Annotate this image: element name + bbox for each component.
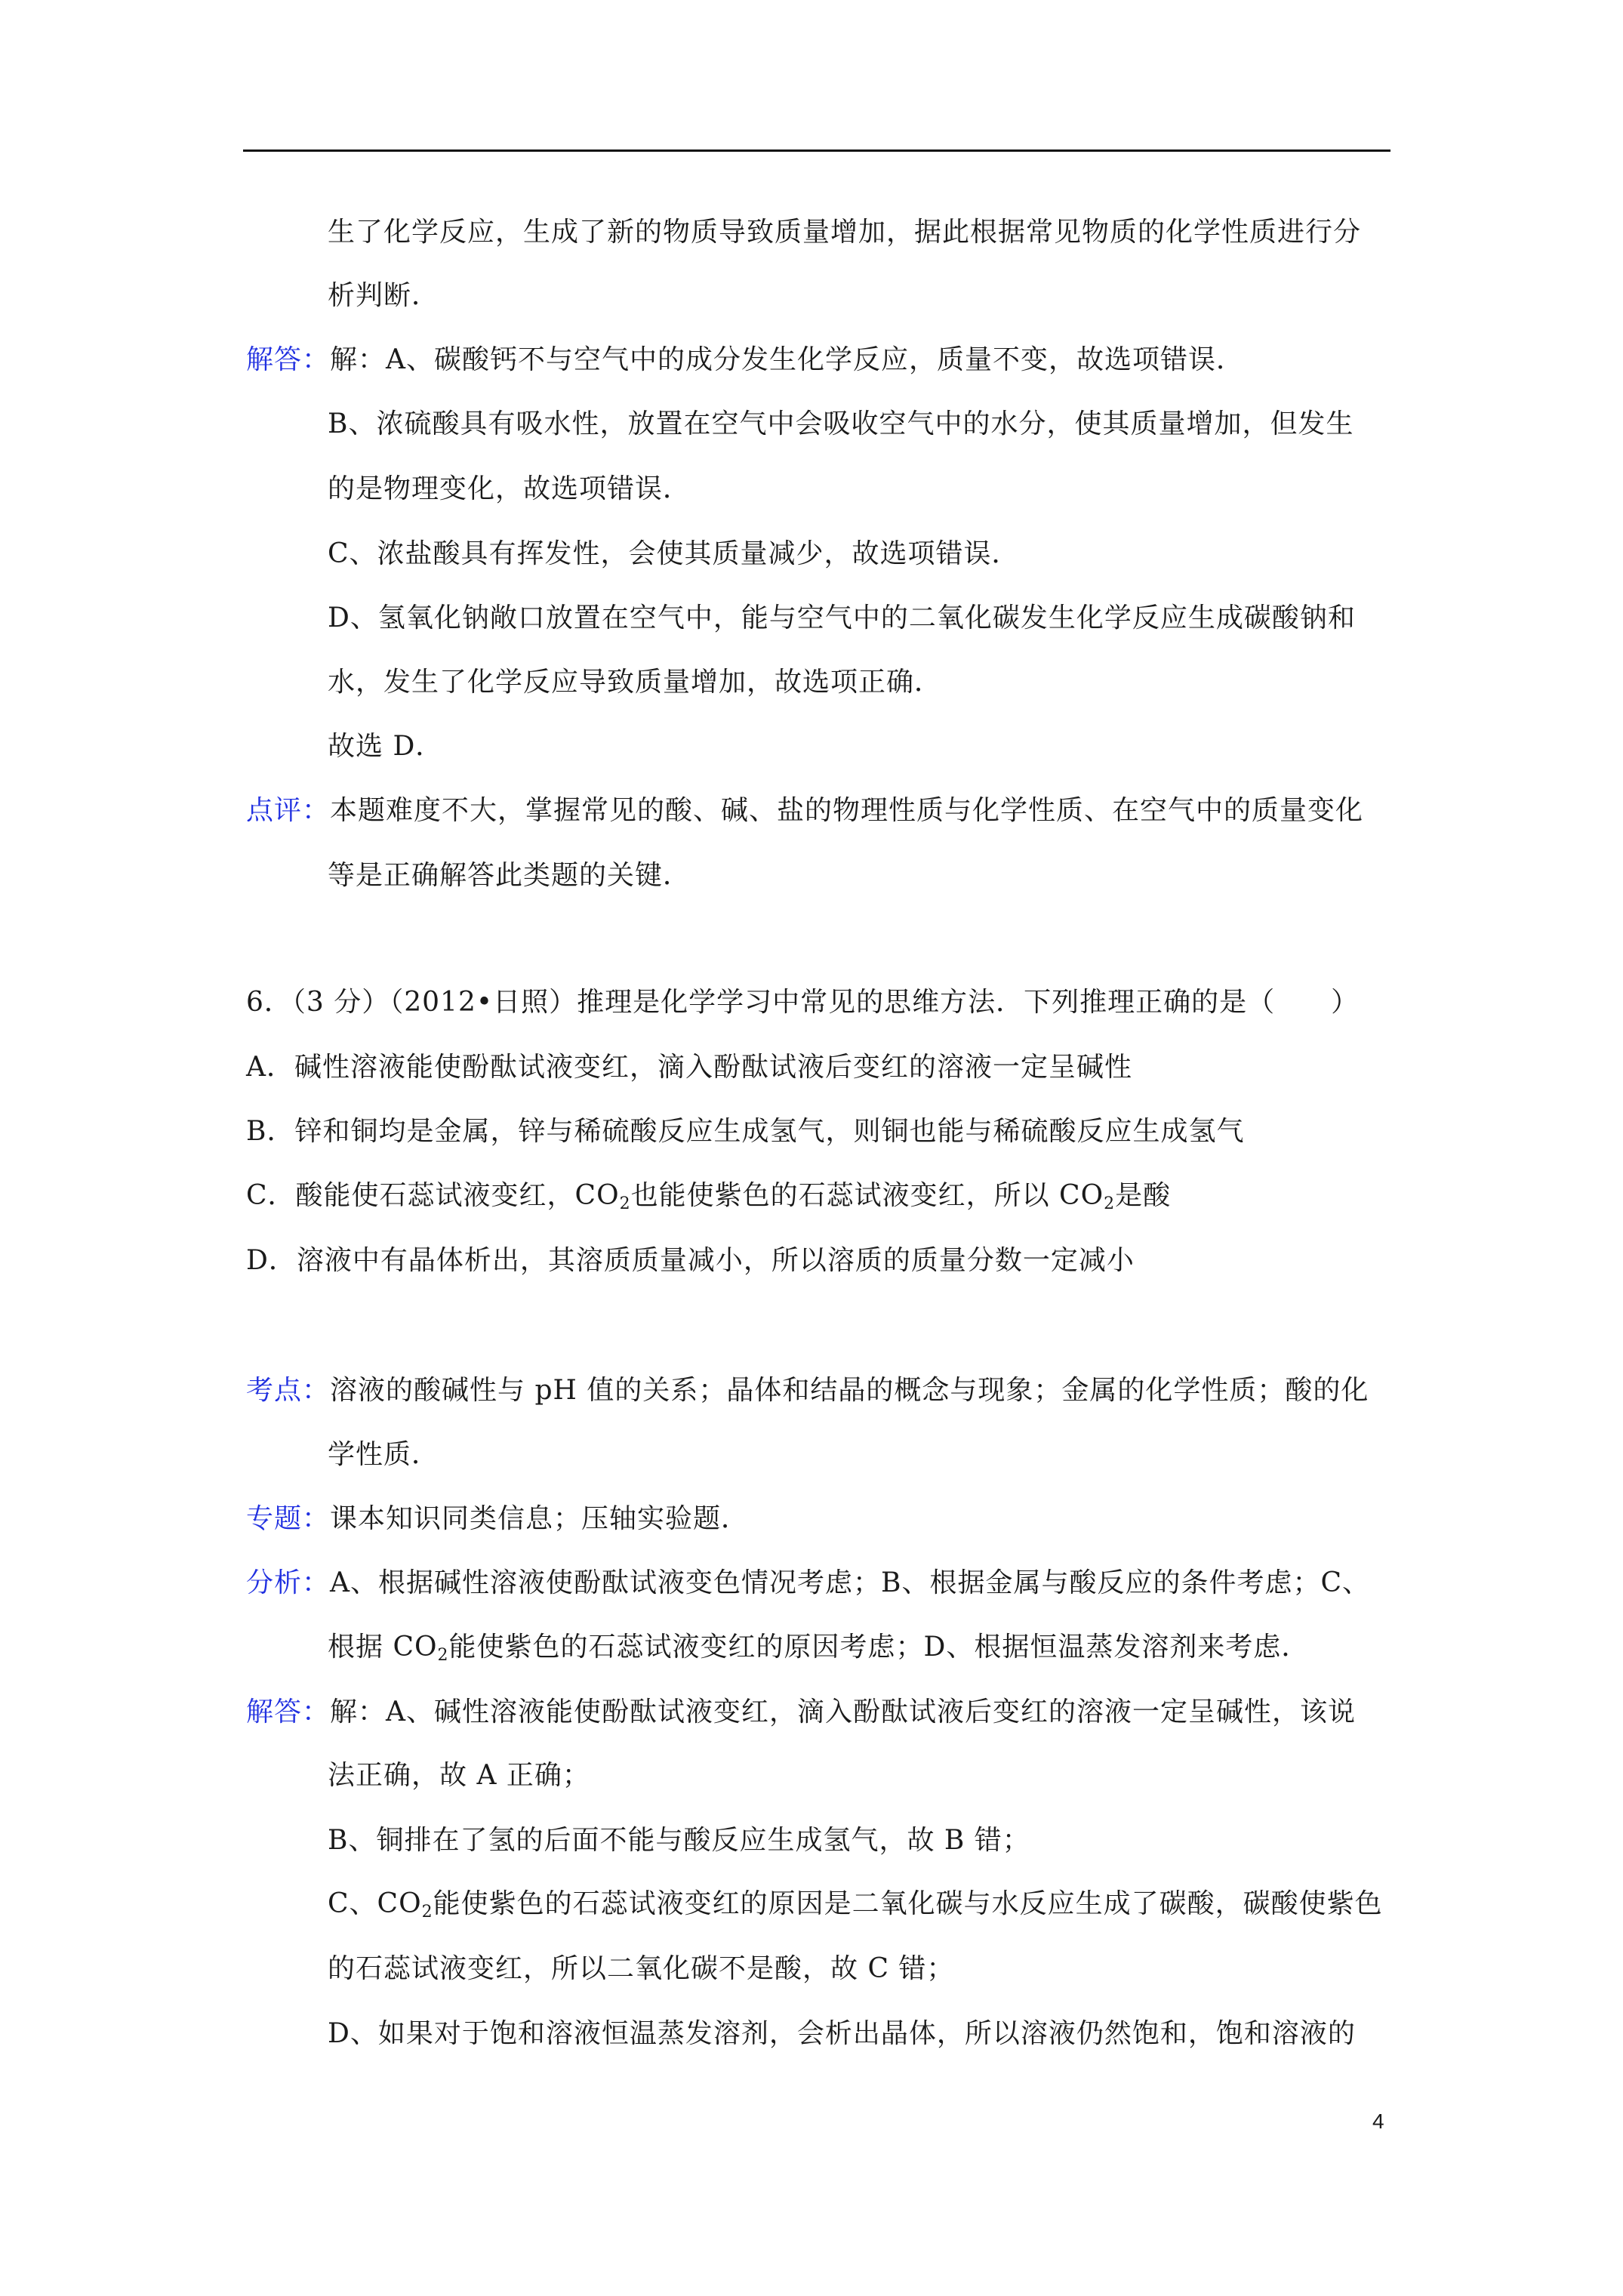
answer-line: B、浓硫酸具有吸水性，放置在空气中会吸收空气中的水分，使其质量增加，但发生 [328, 408, 1354, 439]
jieda-line: C、$CO_2$能使紫色的石蕊试液变红的原因是二氧化碳与水反应生成了碳酸，碳酸使紫色 [328, 1888, 1383, 1922]
jieda-label: 解答： [246, 1697, 331, 1727]
kaodian-row: 考点：溶液的酸碱性与 pH 值的关系；晶体和结晶的概念与现象；金属的化学性质；酸的化 [246, 1375, 1369, 1406]
fenxi-line: 根据 $CO_2$能使紫色的石蕊试液变红的原因考虑；D、根据恒温蒸发溶剂来考虑． [328, 1632, 1310, 1665]
answer-line: 故选 D． [328, 731, 444, 762]
answer-line: C、浓盐酸具有挥发性，会使其质量减少，故选项错误． [328, 538, 1020, 569]
comment-line: 等是正确解答此类题的关键． [328, 860, 691, 891]
kaodian-line: 学性质． [328, 1439, 440, 1470]
jieda-line: 法正确，故 A 正确； [328, 1760, 590, 1791]
fenxi-label: 分析： [246, 1567, 331, 1598]
analysis-line: 生了化学反应，生成了新的物质导致质量增加，据此根据常见物质的化学性质进行分 [328, 217, 1362, 248]
option-d: D．溶液中有晶体析出，其溶质质量减小，所以溶质的质量分数一定减小 [246, 1245, 1135, 1276]
option-b: B．锌和铜均是金属，锌与稀硫酸反应生成氢气，则铜也能与稀硫酸反应生成氢气 [246, 1116, 1245, 1147]
header-rule [243, 149, 1390, 152]
comment-row: 点评：本题难度不大，掌握常见的酸、碱、盐的物理性质与化学性质、在空气中的质量变化 [246, 795, 1364, 826]
answer-label: 解答： [246, 344, 331, 375]
option-a: A．碱性溶液能使酚酞试液变红，滴入酚酞试液后变红的溶液一定呈碱性 [246, 1052, 1132, 1083]
comment-label: 点评： [246, 795, 331, 826]
fenxi-row: 分析：A、根据碱性溶液使酚酞试液变色情况考虑；B、根据金属与酸反应的条件考虑；C、 [246, 1567, 1371, 1598]
zhuanti-label: 专题： [246, 1503, 331, 1534]
jieda-line: B、铜排在了氢的后面不能与酸反应生成氢气，故 B 错； [328, 1825, 1030, 1856]
jieda-row: 解答：解：A、碱性溶液能使酚酞试液变红，滴入酚酞试液后变红的溶液一定呈碱性，该说 [246, 1697, 1357, 1727]
option-c: C．酸能使石蕊试液变红，$CO_2$也能使紫色的石蕊试液变红，所以 $CO_2$是酸 [246, 1180, 1172, 1213]
kaodian-label: 考点： [246, 1375, 331, 1406]
answer-row: 解答：解：A、碳酸钙不与空气中的成分发生化学反应，质量不变，故选项错误． [246, 344, 1245, 375]
zhuanti-row: 专题：课本知识同类信息；压轴实验题． [246, 1503, 750, 1534]
jieda-line: D、如果对于饱和溶液恒温蒸发溶剂，会析出晶体，所以溶液仍然饱和，饱和溶液的 [328, 2018, 1356, 2049]
page-number: 4 [1372, 2110, 1384, 2133]
analysis-line: 析判断． [328, 280, 440, 311]
answer-line: 的是物理变化，故选项错误． [328, 473, 691, 504]
answer-line: D、氢氧化钠敞口放置在空气中，能与空气中的二氧化碳发生化学反应生成碳酸钠和 [328, 603, 1356, 633]
question-stem: 6．（3 分）（2012•日照）推理是化学学习中常见的思维方法．下列推理正确的是（ ） [246, 987, 1360, 1018]
answer-line: 水，发生了化学反应导致质量增加，故选项正确． [328, 667, 943, 698]
jieda-line: 的石蕊试液变红，所以二氧化碳不是酸，故 C 错； [328, 1953, 955, 1984]
